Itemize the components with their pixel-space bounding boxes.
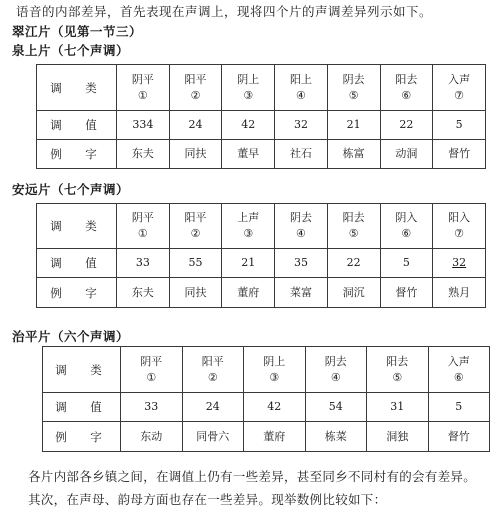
tone-value-cell: 32 bbox=[275, 111, 328, 140]
tone-value-cell: 21 bbox=[222, 249, 275, 278]
tone-value-cell: 334 bbox=[117, 111, 170, 140]
row-label-value: 调 值 bbox=[37, 111, 117, 140]
example-char-cell: 督竹 bbox=[428, 422, 490, 452]
tone-value-cell: 22 bbox=[327, 249, 380, 278]
table-row bbox=[37, 111, 486, 140]
tone-value-cell: 31 bbox=[367, 393, 429, 422]
table-3-heading: 治平片（六个声调） bbox=[12, 329, 130, 344]
example-char-cell: 同扶 bbox=[169, 278, 222, 308]
row-label-type: 调 类 bbox=[43, 347, 121, 393]
example-char-cell: 社石 bbox=[275, 140, 328, 169]
table-2-heading: 安远片（七个声调） bbox=[12, 182, 130, 197]
example-char-cell: 洞沉 bbox=[327, 278, 380, 308]
example-char-cell: 菜富 bbox=[275, 278, 328, 308]
example-char-cell: 东夫 bbox=[117, 278, 170, 308]
row-label-example: 例 字 bbox=[37, 140, 117, 169]
tone-value-cell: 54 bbox=[305, 393, 367, 422]
tone-value-cell: 33 bbox=[117, 249, 170, 278]
tone-value-cell: 5 bbox=[433, 111, 486, 140]
row-label-example: 例 字 bbox=[43, 422, 121, 452]
tone-value-cell: 35 bbox=[275, 249, 328, 278]
table-row bbox=[43, 393, 490, 422]
tone-type-cell: 阳平 ② bbox=[169, 65, 222, 111]
tone-type-cell: 入声 ⑥ bbox=[428, 347, 490, 393]
row-label-type: 调 类 bbox=[37, 65, 117, 111]
tone-type-cell: 阳去 ⑥ bbox=[380, 65, 433, 111]
example-char-cell: 董早 bbox=[222, 140, 275, 169]
tone-type-cell: 阳上 ④ bbox=[275, 65, 328, 111]
tone-type-cell: 入声 ⑦ bbox=[433, 65, 486, 111]
table-row bbox=[43, 347, 490, 393]
example-char-cell: 同扶 bbox=[169, 140, 222, 169]
example-char-cell: 洞独 bbox=[367, 422, 429, 452]
table-row bbox=[37, 278, 486, 308]
tone-value-cell: 5 bbox=[380, 249, 433, 278]
example-char-cell: 督竹 bbox=[433, 140, 486, 169]
tone-type-cell: 阳去 ⑤ bbox=[367, 347, 429, 393]
tone-type-cell: 阴上 ③ bbox=[222, 65, 275, 111]
tone-value-cell: 32 bbox=[433, 249, 486, 278]
tone-type-cell: 阳平 ② bbox=[182, 347, 244, 393]
table-row bbox=[37, 249, 486, 278]
example-char-cell: 动洞 bbox=[380, 140, 433, 169]
tone-value-cell: 55 bbox=[169, 249, 222, 278]
tone-type-cell: 阴去 ⑤ bbox=[327, 65, 380, 111]
example-char-cell: 栋菜 bbox=[305, 422, 367, 452]
tone-value-cell: 22 bbox=[380, 111, 433, 140]
table-row bbox=[43, 422, 490, 452]
tone-table-2 bbox=[36, 203, 486, 308]
row-label-value: 调 值 bbox=[43, 393, 121, 422]
tone-type-cell: 阳平 ② bbox=[169, 204, 222, 249]
tone-value-cell: 24 bbox=[169, 111, 222, 140]
tone-value-cell: 21 bbox=[327, 111, 380, 140]
row-label-type: 调 类 bbox=[37, 204, 117, 249]
tone-type-cell: 阴去 ④ bbox=[275, 204, 328, 249]
footer-paragraph-2: 其次，在声母、韵母方面也存在一些差异。现举数例比较如下： bbox=[28, 492, 387, 507]
example-char-cell: 东动 bbox=[121, 422, 183, 452]
tone-value-cell: 24 bbox=[182, 393, 244, 422]
tone-type-cell: 阴平 ① bbox=[121, 347, 183, 393]
example-char-cell: 东夫 bbox=[117, 140, 170, 169]
tone-type-cell: 阴平 ① bbox=[117, 65, 170, 111]
table-row bbox=[37, 140, 486, 169]
tone-type-cell: 阳去 ⑤ bbox=[327, 204, 380, 249]
tone-value-cell: 42 bbox=[222, 111, 275, 140]
row-label-example: 例 字 bbox=[37, 278, 117, 308]
tone-type-cell: 上声 ③ bbox=[222, 204, 275, 249]
example-char-cell: 熟月 bbox=[433, 278, 486, 308]
footer-paragraph-1: 各片内部各乡镇之间，在调值上仍有一些差异，甚至同乡不同村有的会有差异。 bbox=[28, 469, 477, 484]
tone-type-cell: 阴平 ① bbox=[117, 204, 170, 249]
tone-type-cell: 阴入 ⑥ bbox=[380, 204, 433, 249]
table-1-heading: 泉上片（七个声调） bbox=[12, 43, 130, 58]
tone-type-cell: 阴上 ③ bbox=[244, 347, 306, 393]
tone-value-cell: 42 bbox=[244, 393, 306, 422]
tone-value-cell: 33 bbox=[121, 393, 183, 422]
tone-type-cell: 阳入 ⑦ bbox=[433, 204, 486, 249]
intro-text: 语音的内部差异，首先表现在声调上，现将四个片的声调差异列示如下。 bbox=[16, 4, 433, 19]
example-char-cell: 栋富 bbox=[327, 140, 380, 169]
table-row bbox=[37, 65, 486, 111]
example-char-cell: 董府 bbox=[222, 278, 275, 308]
tone-value-cell: 5 bbox=[428, 393, 490, 422]
tone-table-1 bbox=[36, 64, 486, 169]
example-char-cell: 同骨六 bbox=[182, 422, 244, 452]
section-title: 翠江片（见第一节三） bbox=[12, 24, 143, 39]
table-row bbox=[37, 204, 486, 249]
example-char-cell: 督竹 bbox=[380, 278, 433, 308]
row-label-value: 调 值 bbox=[37, 249, 117, 278]
tone-table-3 bbox=[42, 346, 490, 452]
example-char-cell: 董府 bbox=[244, 422, 306, 452]
tone-type-cell: 阴去 ④ bbox=[305, 347, 367, 393]
